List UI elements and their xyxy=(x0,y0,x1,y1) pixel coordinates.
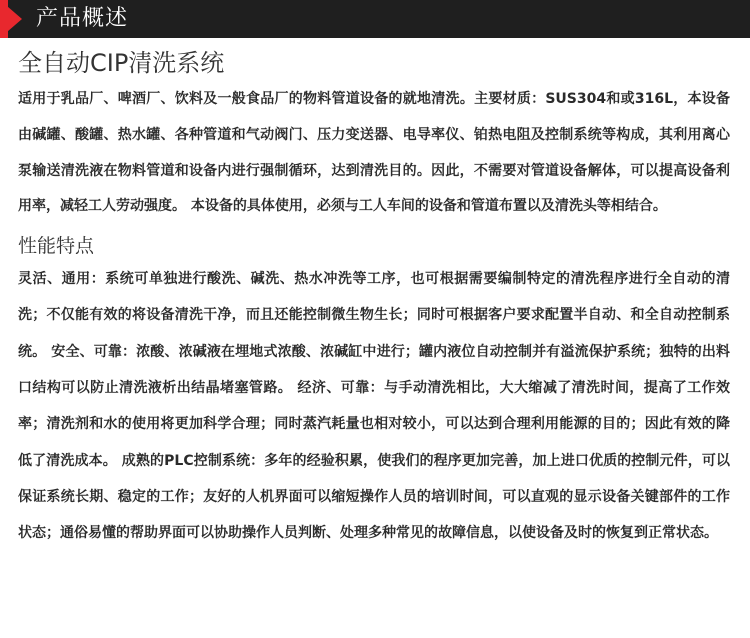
product-description: 适用于乳品厂、啤酒厂、饮料及一般食品厂的物料管道设备的就地清洗。主要材质：SUS304和或316L，本设备由碱罐、酸罐、热水罐、各种管道和气动阀门、压力变送器、电导率仪、铂热电阻及控制系统等构成，其利用离心泵输送清洗液在物料管道和设备内进行强制循环，达到清洗目的。因此，不需要对管道设备解体，可以提高设备利用率，减轻工人劳动强度。 本设备的具体使用，必须与工人车间的设备和管道布置以及清洗头等相结合。 xyxy=(18,91,730,215)
features-text: 灵活、通用：系统可单独进行酸洗、碱洗、热水冲洗等工序，也可根据需要编制特定的清洗程序进行全自动的清洗；不仅能有效的将设备清洗干净，而且还能控制微生物生长；同时可根据客户要求配置半自动、和全自动控制系统。 安全、可靠：浓酸、浓碱液在埋地式浓酸、浓碱缸中进行；罐内液位自动控制并有溢流保护系统；独特的出料口结构可以防止清洗液析出结晶堵塞管路。 经济、可靠：与手动清洗相比，大大缩减了清洗时间，提高了工作效率；清洗剂和水的使用将更加科学合理；同时蒸汽耗量也相对较小，可以达到合理利用能源的目的；因此有效的降低了清洗成本。 成熟的PLC控制系统：多年的经验积累，使我们的程序更加完善，加上进口优质的控制元件，可以保证系统长期、稳定的工作；友好的人机界面可以缩短操作人员的培训时间，可以直观的显示设备关键部件的工作状态；通俗易懂的帮助界面可以协助操作人员判断、处理多种常见的故障信息，以使设备及时的恢复到正常状态。 xyxy=(18,271,730,542)
section-header-bar xyxy=(0,0,750,38)
product-name: 全自动CIP清洗系统 xyxy=(18,49,225,77)
features-heading: 性能特点 xyxy=(18,235,95,258)
overview-content xyxy=(0,38,750,552)
section-header-title: 产品概述 xyxy=(36,6,129,31)
header-arrow-marker xyxy=(0,0,22,38)
